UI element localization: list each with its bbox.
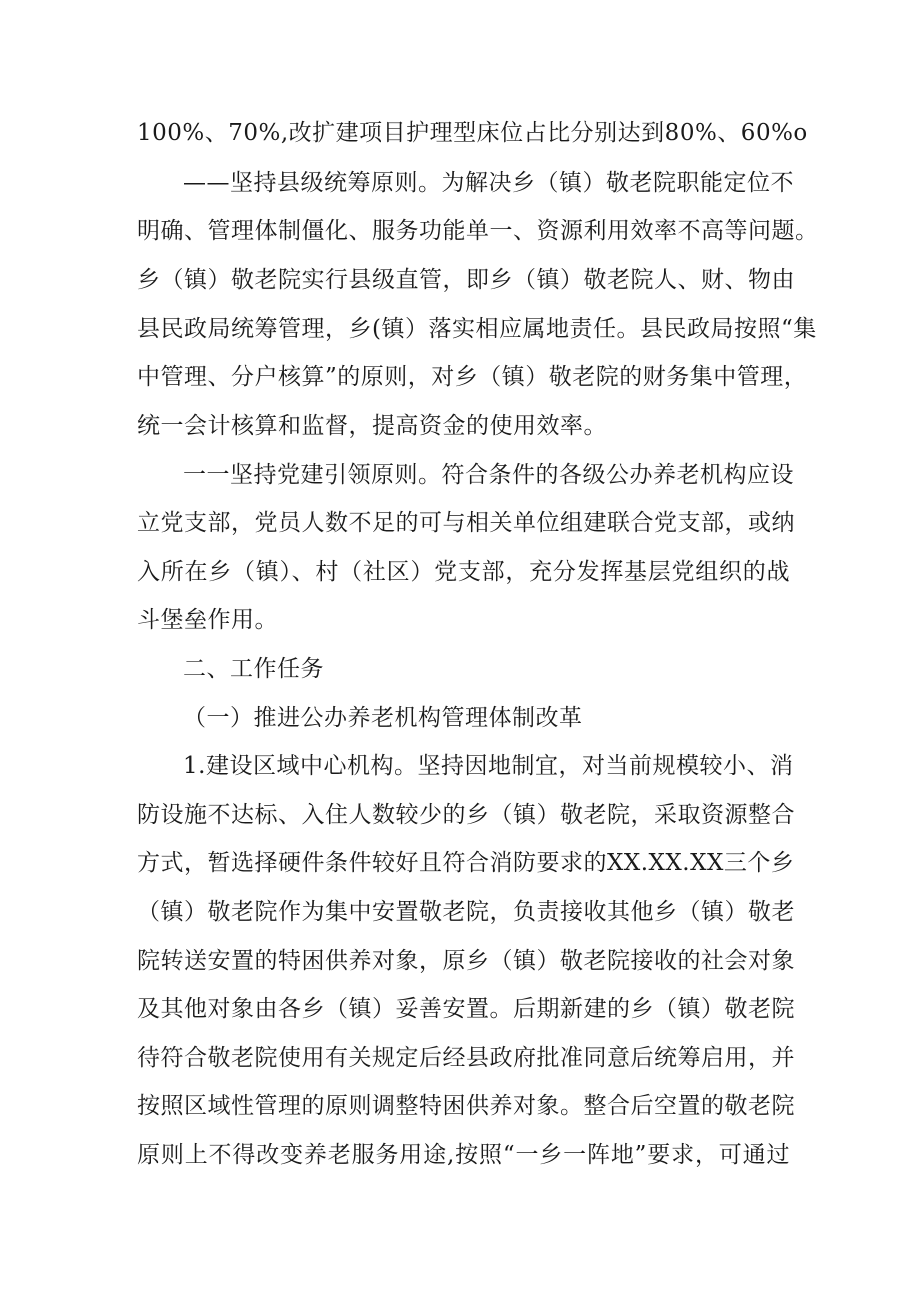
paragraph-county-coordination-line-6: 统一会计核算和监督，提高资金的使用效率。 [137,413,607,439]
subsection-heading-management-reform: （一）推进公办养老机构管理体制改革 [183,705,583,731]
text-line-1: 100%、70%,改扩建项目护理型床位占比分别达到80%、60%o [137,120,808,146]
paragraph-party-building-line-4: 斗堡垒作用。 [137,607,278,633]
paragraph-party-building-line-1: 一一坚持党建引领原则。符合条件的各级公办养老机构应设 [183,462,794,488]
paragraph-regional-center-line-2: 防设施不达标、入住人数较少的乡（镇）敬老院，采取资源整合 [137,802,795,828]
paragraph-regional-center-line-5: 院转送安置的特困供养对象，原乡（镇）敬老院接收的社会对象 [137,948,795,974]
paragraph-regional-center-line-3: 方式，暂选择硬件条件较好且符合消防要求的XX.XX.XX三个乡 [137,850,795,876]
paragraph-regional-center-line-7: 待符合敬老院使用有关规定后经县政府批准同意后统筹启用，并 [137,1045,795,1071]
paragraph-county-coordination-line-5: 中管理、分户核算”的原则，对乡（镇）敬老院的财务集中管理， [137,364,808,390]
section-heading-work-tasks: 二、工作任务 [183,656,324,682]
paragraph-regional-center-line-6: 及其他对象由各乡（镇）妥善安置。后期新建的乡（镇）敬老院 [137,996,795,1022]
paragraph-county-coordination-line-3: 乡（镇）敬老院实行县级直管，即乡（镇）敬老院人、财、物由 [137,267,795,293]
paragraph-regional-center-line-8: 按照区域性管理的原则调整特困供养对象。整合后空置的敬老院 [137,1093,795,1119]
paragraph-party-building-line-3: 入所在乡（镇）、村（社区）党支部，充分发挥基层党组织的战 [137,559,790,585]
paragraph-party-building-line-2: 立党支部，党员人数不足的可与相关单位组建联合党支部，或纳 [137,510,795,536]
paragraph-regional-center-line-4: （镇）敬老院作为集中安置敬老院，负责接收其他乡（镇）敬老 [137,899,795,925]
paragraph-regional-center-line-1: 1.建设区域中心机构。坚持因地制宜，对当前规模较小、消 [183,753,794,779]
paragraph-county-coordination-line-4: 县民政局统筹管理，乡(镇）落实相应属地责任。县民政局按照“集 [137,316,817,342]
paragraph-regional-center-line-9: 原则上不得改变养老服务用途,按照“一乡一阵地”要求，可通过 [137,1142,790,1168]
paragraph-county-coordination-line-1: ——坚持县级统筹原则。为解决乡（镇）敬老院职能定位不 [183,170,794,196]
paragraph-county-coordination-line-2: 明确、管理体制僵化、服务功能单一、资源利用效率不高等问题。 [137,218,819,244]
